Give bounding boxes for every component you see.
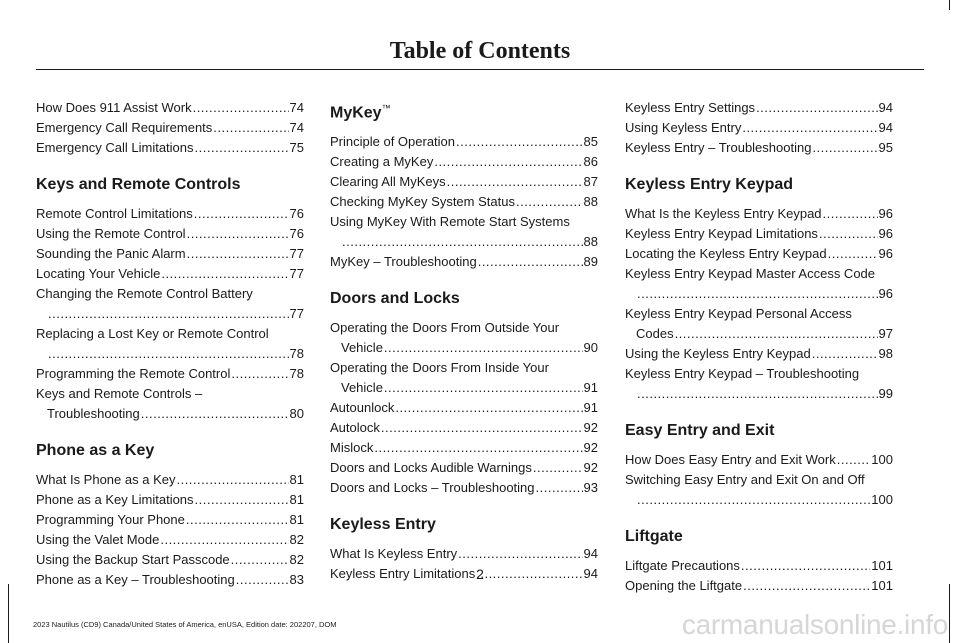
toc-entry-title: Remote Control Limitations: [36, 206, 193, 221]
toc-entry-title: What Is the Keyless Entry Keypad: [625, 206, 822, 221]
toc-entry-title: Creating a MyKey: [330, 154, 434, 170]
toc-column-2: [330, 98, 598, 584]
dot-leader: [48, 344, 289, 364]
dot-leader: [213, 118, 288, 138]
toc-entry-title: Keyless Entry Limitations: [330, 566, 476, 582]
section-heading-text: MyKey: [330, 104, 382, 122]
section-heading: [625, 175, 893, 195]
toc-entry-page: 94: [583, 566, 598, 582]
toc-entry-page: 83: [289, 572, 304, 587]
toc-entry[interactable]: [625, 224, 893, 244]
toc-entry[interactable]: [330, 458, 598, 478]
toc-entry-title: Liftgate Precautions: [625, 558, 740, 573]
toc-entry[interactable]: [625, 98, 893, 118]
toc-entry-title: Sounding the Panic Alarm: [36, 246, 186, 261]
toc-entry[interactable]: [330, 152, 598, 172]
toc-entry-page: 90: [583, 340, 598, 356]
dot-leader: [458, 544, 582, 564]
toc-entry-page: 74: [289, 100, 304, 115]
trademark-symbol: ™: [381, 103, 391, 113]
toc-entry-title: Checking MyKey System Status: [330, 194, 515, 210]
toc-entry[interactable]: [330, 418, 598, 438]
toc-entry[interactable]: [330, 132, 598, 152]
toc-entry-page: 80: [289, 406, 304, 421]
dot-leader: [756, 98, 877, 118]
section-heading-text: Phone as a Key: [36, 442, 155, 459]
toc-entry-page: 96: [878, 226, 893, 241]
toc-entry-page: 78: [289, 346, 304, 361]
dot-leader: [195, 138, 289, 158]
toc-entry-title: Keyless Entry Settings: [625, 100, 756, 115]
toc-entry-title: Doors and Locks – Troubleshooting: [330, 480, 535, 496]
toc-entry-title: Using the Valet Mode: [36, 532, 160, 547]
toc-entry-title: Keyless Entry – Troubleshooting: [625, 140, 812, 155]
dot-leader: [637, 490, 870, 510]
toc-entry-title: Replacing a Lost Key or Remote Control: [36, 326, 269, 341]
toc-entry[interactable]: [330, 398, 598, 418]
toc-entry-title: How Does Easy Entry and Exit Work: [625, 452, 836, 467]
toc-entry-page: 92: [583, 440, 598, 456]
toc-column-1: [36, 98, 304, 590]
toc-entry-page: 82: [289, 552, 304, 567]
toc-entry-page: 101: [871, 578, 893, 593]
dot-leader: [48, 304, 289, 324]
toc-entry[interactable]: [330, 478, 598, 498]
toc-entry-page: 100: [871, 452, 893, 467]
dot-leader: [160, 530, 288, 550]
toc-entry[interactable]: [330, 438, 598, 458]
dot-leader: [637, 284, 878, 304]
dot-leader: [447, 172, 583, 192]
toc-entry-title: Principle of Operation: [330, 134, 456, 150]
dot-leader: [456, 132, 583, 152]
watermark: carmanualsonline.info: [681, 609, 948, 640]
title-rule: [36, 69, 924, 70]
crop-mark-left: [8, 584, 9, 643]
crop-mark-right: [949, 584, 950, 643]
toc-entry-page: 93: [583, 480, 598, 496]
toc-entry-title: Keyless Entry Keypad Master Access Code: [625, 266, 876, 281]
page-number: 2: [476, 566, 484, 582]
toc-entry[interactable]: [36, 364, 304, 384]
toc-entry-page: 88: [583, 234, 598, 250]
toc-entry-page: 99: [878, 386, 893, 401]
dot-leader: [194, 204, 289, 224]
toc-entry-page: 78: [289, 366, 304, 381]
toc-entry-page: 94: [583, 546, 598, 562]
toc-entry-page: 88: [583, 194, 598, 210]
toc-entry-page: 97: [878, 326, 893, 341]
toc-entry-page: 100: [871, 492, 893, 507]
dot-leader: [141, 404, 289, 424]
section-heading-text: Easy Entry and Exit: [625, 422, 775, 439]
toc-entry-page: 74: [289, 120, 304, 135]
section-heading-text: Keyless Entry: [330, 516, 436, 534]
toc-entry-title: Phone as a Key – Troubleshooting: [36, 572, 235, 587]
toc-entry[interactable]: [36, 264, 304, 284]
toc-entry-page: 96: [878, 286, 893, 301]
dot-leader: [819, 224, 878, 244]
toc-entry-page: 94: [878, 120, 893, 135]
dot-leader: [176, 470, 288, 490]
page-title: Table of Contents: [389, 38, 571, 64]
toc-entry[interactable]: [36, 490, 304, 510]
dot-leader: [742, 118, 877, 138]
dot-leader: [812, 138, 877, 158]
toc-entry[interactable]: [625, 264, 893, 304]
toc-entry-title: Using the Remote Control: [36, 226, 186, 241]
toc-entry-title: How Does 911 Assist Work: [36, 100, 192, 115]
section-heading-text: Keyless Entry Keypad: [625, 176, 794, 193]
toc-entry[interactable]: [36, 224, 304, 244]
toc-entry[interactable]: [36, 98, 304, 118]
section-heading: [330, 289, 598, 309]
toc-entry-title: Using the Backup Start Passcode: [36, 552, 230, 567]
toc-entry[interactable]: [36, 118, 304, 138]
toc-entry-page: 95: [878, 140, 893, 155]
toc-entry-page: 98: [878, 346, 893, 361]
section-heading: [36, 175, 304, 195]
toc-entry-title: What Is Phone as a Key: [36, 472, 176, 487]
toc-entry[interactable]: [330, 252, 598, 272]
toc-entry-title: MyKey – Troubleshooting: [330, 254, 477, 270]
dot-leader: [395, 398, 582, 418]
toc-column-3: [625, 98, 893, 596]
toc-entry[interactable]: [36, 384, 304, 424]
toc-entry-title: Changing the Remote Control Battery: [36, 286, 253, 301]
dot-leader: [675, 324, 878, 344]
toc-entry-page: 86: [583, 154, 598, 170]
toc-entry[interactable]: [625, 118, 893, 138]
toc-entry[interactable]: [625, 138, 893, 158]
section-heading: [36, 441, 304, 461]
toc-entry-title: Keyless Entry Keypad – Troubleshooting: [625, 366, 860, 381]
crop-mark-right-top: [949, 0, 950, 10]
toc-entry-page: 89: [583, 254, 598, 270]
toc-entry-title-continued: Troubleshooting: [47, 406, 140, 421]
section-heading: [330, 515, 598, 535]
dot-leader: [342, 232, 583, 252]
toc-entry-page: 91: [583, 400, 598, 416]
toc-entry-title: Autolock: [330, 420, 380, 436]
dot-leader: [187, 224, 289, 244]
toc-entry-page: 77: [289, 306, 304, 321]
dot-leader: [533, 458, 583, 478]
toc-entry[interactable]: [36, 510, 304, 530]
toc-entry-page: 76: [289, 206, 304, 221]
toc-entry-page: 96: [878, 246, 893, 261]
toc-entry-title-continued: Vehicle: [341, 340, 383, 356]
toc-entry-title: Mislock: [330, 440, 374, 456]
toc-entry[interactable]: [625, 304, 893, 344]
toc-entry[interactable]: [36, 324, 304, 364]
toc-entry-page: 87: [583, 174, 598, 190]
toc-entry[interactable]: [36, 244, 304, 264]
toc-entry[interactable]: [625, 450, 893, 470]
toc-entry-title: Using Keyless Entry: [625, 120, 742, 135]
toc-entry-title-continued: Codes: [636, 326, 674, 341]
toc-entry-title: Opening the Liftgate: [625, 578, 743, 593]
dot-leader: [637, 384, 878, 404]
dot-leader: [231, 364, 288, 384]
toc-entry-page: 85: [583, 134, 598, 150]
toc-entry-page: 81: [289, 472, 304, 487]
toc-entry[interactable]: [625, 204, 893, 224]
toc-entry-page: 81: [289, 492, 304, 507]
toc-entry[interactable]: [625, 244, 893, 264]
dot-leader: [374, 438, 582, 458]
toc-entry-title: Keys and Remote Controls –: [36, 386, 203, 401]
toc-entry[interactable]: [36, 204, 304, 224]
toc-entry-title: Using the Keyless Entry Keypad: [625, 346, 811, 361]
toc-entry-page: 92: [583, 420, 598, 436]
toc-entry-page: 77: [289, 246, 304, 261]
dot-leader: [434, 152, 582, 172]
toc-entry-title: Keyless Entry Keypad Limitations: [625, 226, 818, 241]
dot-leader: [187, 244, 289, 264]
dot-leader: [186, 510, 289, 530]
toc-entry-title: Operating the Doors From Outside Your: [330, 320, 560, 336]
section-heading: [625, 527, 893, 547]
toc-entry[interactable]: [36, 284, 304, 324]
toc-entry[interactable]: [625, 344, 893, 364]
toc-entry-title: Emergency Call Requirements: [36, 120, 213, 135]
toc-entry[interactable]: [330, 358, 598, 398]
dot-leader: [381, 418, 583, 438]
dot-leader: [812, 344, 878, 364]
toc-entry-page: 75: [289, 140, 304, 155]
toc-entry-title: Locating the Keyless Entry Keypad: [625, 246, 827, 261]
toc-entry-title: Emergency Call Limitations: [36, 140, 194, 155]
toc-entry-title: What Is Keyless Entry: [330, 546, 458, 562]
toc-entry[interactable]: [330, 318, 598, 358]
toc-entry-title: Locating Your Vehicle: [36, 266, 161, 281]
toc-entry-title: Operating the Doors From Inside Your: [330, 360, 549, 376]
section-heading-text: Liftgate: [625, 528, 683, 545]
toc-entry[interactable]: [330, 192, 598, 212]
toc-entry-title: Switching Easy Entry and Exit On and Off: [625, 472, 865, 487]
dot-leader: [536, 478, 583, 498]
toc-entry[interactable]: [36, 530, 304, 550]
toc-entry-page: 94: [878, 100, 893, 115]
toc-entry[interactable]: [36, 138, 304, 158]
toc-entry-title-continued: Vehicle: [341, 380, 383, 396]
toc-entry-page: 96: [878, 206, 893, 221]
dot-leader: [195, 490, 289, 510]
section-heading-text: Doors and Locks: [330, 290, 460, 308]
toc-entry-title: Phone as a Key Limitations: [36, 492, 194, 507]
toc-entry-page: 82: [289, 532, 304, 547]
toc-entry[interactable]: [36, 470, 304, 490]
toc-entry[interactable]: [330, 544, 598, 564]
toc-entry-page: 76: [289, 226, 304, 241]
toc-entry[interactable]: [625, 364, 893, 404]
dot-leader: [384, 378, 583, 398]
toc-entry[interactable]: [625, 470, 893, 510]
dot-leader: [161, 264, 288, 284]
dot-leader: [828, 244, 878, 264]
toc-entry-page: 101: [871, 558, 893, 573]
dot-leader: [516, 192, 583, 212]
dot-leader: [478, 252, 583, 272]
section-heading-text: Keys and Remote Controls: [36, 176, 241, 193]
edition-footer: 2023 Nautilus (CD9) Canada/United States of America, enUSA, Edition date: 202207, DOM: [33, 620, 337, 629]
dot-leader: [823, 204, 878, 224]
section-heading: [625, 421, 893, 441]
toc-entry[interactable]: [330, 172, 598, 192]
toc-entry-title: Programming Your Phone: [36, 512, 185, 527]
dot-leader: [384, 338, 583, 358]
toc-entry-page: 77: [289, 266, 304, 281]
toc-entry-page: 91: [583, 380, 598, 396]
toc-entry-title: Programming the Remote Control: [36, 366, 231, 381]
toc-entry-title: Using MyKey With Remote Start Systems: [330, 214, 570, 230]
dot-leader: [193, 98, 289, 118]
dot-leader: [837, 450, 871, 470]
section-heading: [330, 98, 598, 123]
toc-entry-title: Doors and Locks Audible Warnings: [330, 460, 532, 476]
toc-entry-title: Clearing All MyKeys: [330, 174, 446, 190]
toc-entry-title: Autounlock: [330, 400, 395, 416]
toc-entry-page: 92: [583, 460, 598, 476]
toc-entry-title: Keyless Entry Keypad Personal Access: [625, 306, 852, 321]
toc-entry[interactable]: [330, 212, 598, 252]
toc-entry-page: 81: [289, 512, 304, 527]
